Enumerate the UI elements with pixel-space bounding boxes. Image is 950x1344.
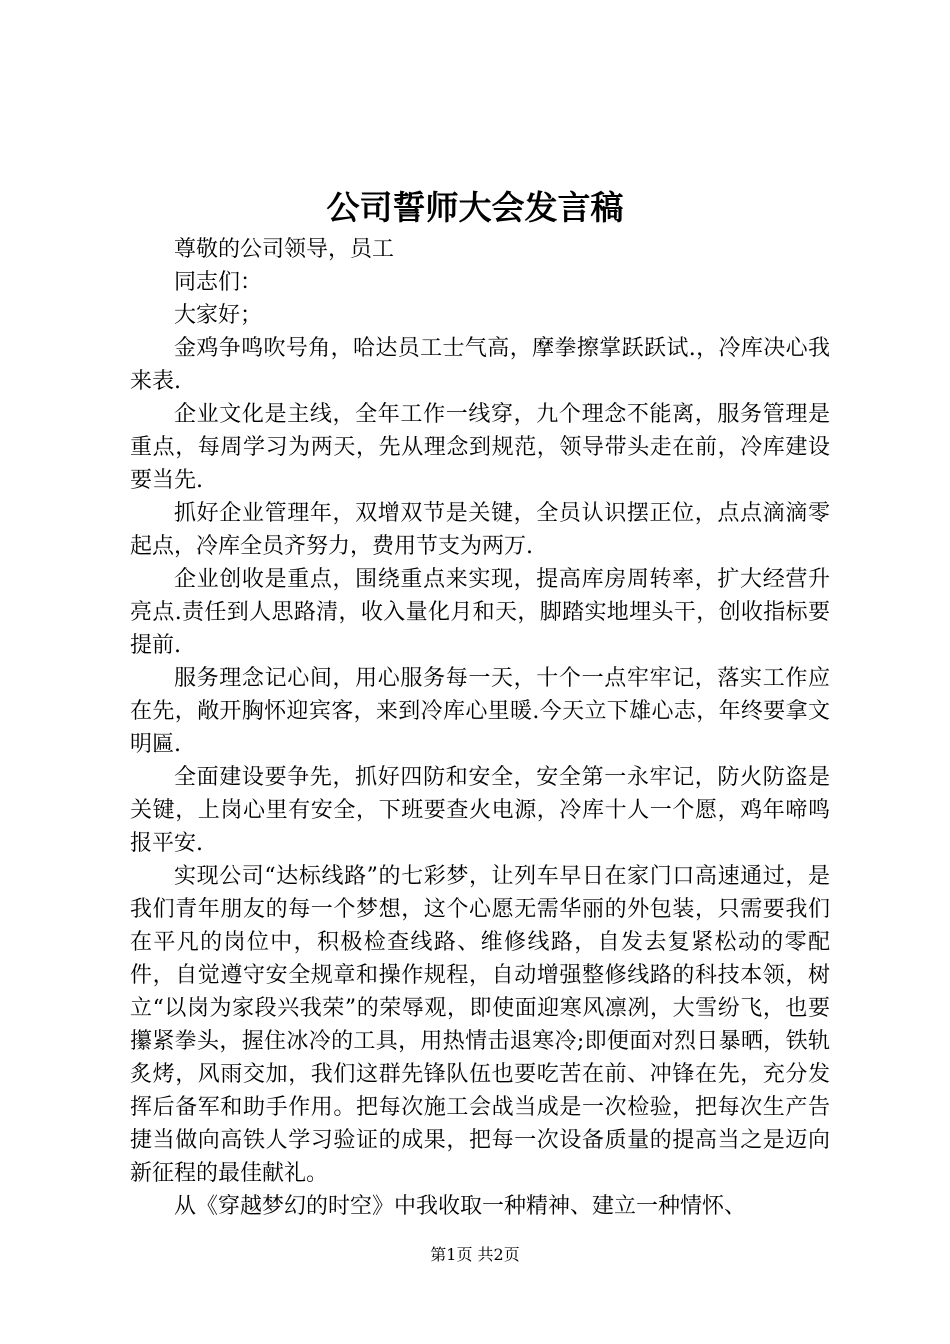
paragraph: 企业创收是重点，围绕重点来实现，提高库房周转率，扩大经营升亮点.责任到人思路清，收入量化月和天，脚踏实地埋头干，创收指标要提前. [130, 567, 830, 658]
paragraph-greeting: 大家好； [174, 303, 263, 328]
paragraph: 企业文化是主线，全年工作一线穿，九个理念不能离，服务管理是重点，每周学习为两天，先从理念到规范，领导带头走在前，冷库建设要当先. [130, 402, 830, 493]
paragraph: 全面建设要争先，抓好四防和安全，安全第一永牢记，防火防盗是关键，上岗心里有安全，下班要查火电源，冷库十人一个愿，鸡年啼鸣报平安. [130, 765, 830, 856]
document-title: 公司誓师大会发言稿 [326, 188, 624, 227]
paragraph: 金鸡争鸣吹号角，哈达员工士气高，摩拳擦掌跃跃试.，冷库决心我来表. [130, 336, 830, 394]
paragraph: 实现公司“达标线路”的七彩梦，让列车早日在家门口高速通过，是我们青年朋友的每一个梦想，这个心愿无需华丽的外包装，只需要我们在平凡的岗位中，积极检查线路、维修线路，自发去复紧松动的零配件，自觉遵守安全规章和操作规程，自动增强整修线路的科技本领，树立“以岗为家段兴我荣”的荣辱观，即使面迎寒风凛冽，大雪纷飞，也要攥紧拳头，握住冰冷的工具，用热情击退寒冷;即便面对烈日暴晒，铁轨炙烤，风雨交加，我们这群先锋队伍也要吃苦在前、冲锋在先，充分发挥后备军和助手作用。把每次施工会战当成是一次检验，把每次生产告捷当做向高铁人学习验证的成果，把每一次设备质量的提高当之是迈向新征程的最佳献礼。 [130, 864, 830, 1186]
paragraph-salutation: 尊敬的公司领导，员工 [174, 237, 395, 262]
paragraph: 从《穿越梦幻的时空》中我收取一种精神、建立一种情怀、 [174, 1194, 747, 1219]
paragraph: 服务理念记心间，用心服务每一天，十个一点牢牢记，落实工作应在先，敞开胸怀迎宾客，来到冷库心里暖.今天立下雄心志，年终要拿文明匾. [130, 666, 830, 757]
paragraph: 抓好企业管理年，双增双节是关键，全员认识摆正位，点点滴滴零起点，冷库全员齐努力，费用节支为两万. [130, 501, 830, 559]
document-body [130, 233, 830, 1223]
page-footer: 第1页 共2页 [430, 1245, 520, 1264]
paragraph-salutation-2: 同志们： [174, 270, 263, 295]
